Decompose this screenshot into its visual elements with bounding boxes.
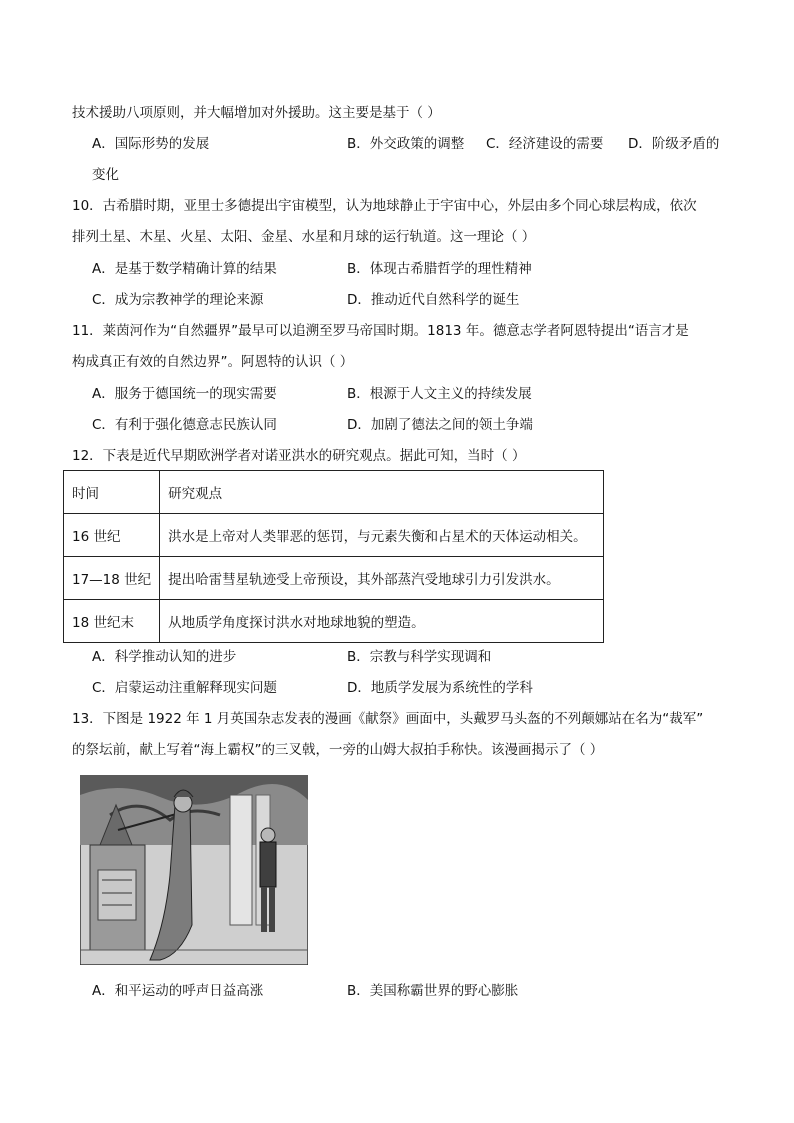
q10-option-a: A．是基于数学精确计算的结果 <box>92 261 277 277</box>
question-11-stem-line1: 11．莱茵河作为“自然疆界”最早可以追溯至罗马帝国时期。1813 年。德意志学者阿恩特提出“语言才是 <box>72 323 689 339</box>
research-views-table <box>63 470 604 643</box>
table-header-cell: 时间 <box>64 471 160 514</box>
table-cell-view: 洪水是上帝对人类罪恶的惩罚，与元素失衡和占星术的天体运动相关。 <box>160 514 604 557</box>
q13-option-a: A．和平运动的呼声日益高涨 <box>92 983 264 999</box>
q13-option-b: B．美国称霸世界的野心膨胀 <box>347 983 519 999</box>
table-row <box>64 600 604 643</box>
question-10-stem-line1: 10．古希腊时期，亚里士多德提出宇宙模型，认为地球静止于宇宙中心，外层由多个同心球层构成，依次 <box>72 198 697 214</box>
q9-option-b: B．外交政策的调整 <box>347 136 465 152</box>
q10-option-b: B．体现古希腊哲学的理性精神 <box>347 261 532 277</box>
table-cell-view: 提出哈雷彗星轨迹受上帝预设，其外部蒸汽受地球引力引发洪水。 <box>160 557 604 600</box>
q9-option-d-continued: 变化 <box>92 167 119 183</box>
q12-option-d: D．地质学发展为系统性的学科 <box>347 680 533 696</box>
table-header-cell: 研究观点 <box>160 471 604 514</box>
q11-option-c: C．有利于强化德意志民族认同 <box>92 417 277 433</box>
q12-option-b: B．宗教与科学实现调和 <box>347 649 492 665</box>
question-10-stem-line2: 排列土星、木星、火星、太阳、金星、水星和月球的运行轨道。这一理论（ ） <box>72 229 536 245</box>
table-cell-view: 从地质学角度探讨洪水对地球地貌的塑造。 <box>160 600 604 643</box>
question-12-stem: 12．下表是近代早期欧洲学者对诺亚洪水的研究观点。据此可知，当时（ ） <box>72 448 526 464</box>
sacrifice-cartoon-image <box>80 775 308 965</box>
question-11-stem-line2: 构成真正有效的自然边界”。阿恩特的认识（ ） <box>72 354 354 370</box>
q12-option-a: A．科学推动认知的进步 <box>92 649 237 665</box>
q9-option-a: A．国际形势的发展 <box>92 136 210 152</box>
q11-option-a: A．服务于德国统一的现实需要 <box>92 386 277 402</box>
q9-option-d: D．阶级矛盾的 <box>628 136 720 152</box>
question-13-stem-line1: 13．下图是 1922 年 1 月英国杂志发表的漫画《献祭》画面中，头戴罗马头盔的不列颠娜站在名为“裁军” <box>72 711 704 727</box>
q10-option-d: D．推动近代自然科学的诞生 <box>347 292 520 308</box>
table-cell-period: 18 世纪末 <box>64 600 160 643</box>
table-header-row <box>64 471 604 514</box>
q11-option-b: B．根源于人文主义的持续发展 <box>347 386 532 402</box>
table-row <box>64 557 604 600</box>
q12-option-c: C．启蒙运动注重解释现实问题 <box>92 680 277 696</box>
table-cell-period: 16 世纪 <box>64 514 160 557</box>
table-row <box>64 514 604 557</box>
question-13-stem-line2: 的祭坛前，献上写着“海上霸权”的三叉戟，一旁的山姆大叔拍手称快。该漫画揭示了（ ） <box>72 742 604 758</box>
table-cell-period: 17—18 世纪 <box>64 557 160 600</box>
q11-option-d: D．加剧了德法之间的领土争端 <box>347 417 533 433</box>
q10-option-c: C．成为宗教神学的理论来源 <box>92 292 264 308</box>
question-9-stem-end: 技术援助八项原则，并大幅增加对外援助。这主要是基于（ ） <box>72 105 441 121</box>
q9-option-c: C．经济建设的需要 <box>486 136 604 152</box>
